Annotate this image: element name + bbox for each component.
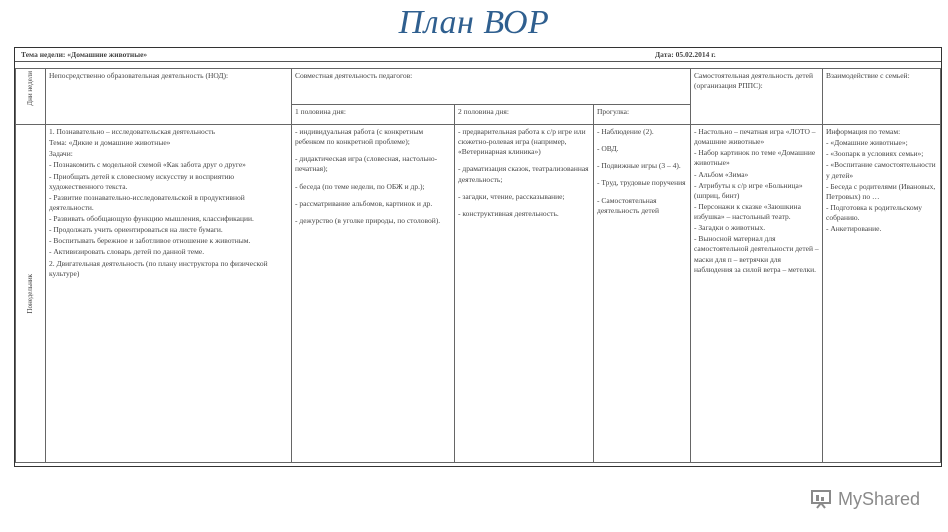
list-item: 1. Познавательно – исследовательская деятельность — [49, 127, 215, 136]
half1-list — [295, 127, 451, 226]
list-item: - «Воспитание самостоятельности у детей» — [826, 160, 936, 180]
list-item: - Подготовка к родительскому собранию. — [826, 202, 922, 222]
list-item: - Атрибуты к с/р игре «Больница» (шприц, бинт) — [694, 180, 803, 200]
independent-cell — [691, 125, 823, 463]
list-item: - драматизация сказок, театрализованная деятельность; — [458, 164, 589, 184]
day-cell — [16, 125, 46, 463]
header-independent: Самостоятельная деятельность детей (организация РППС): — [691, 69, 823, 125]
list-item: - Наблюдение (2). — [597, 127, 654, 136]
slide-title: План ВОР — [398, 4, 550, 41]
walk-list — [597, 127, 687, 216]
list-item: - Настольно – печатная игра «ЛОТО – домашние животные» — [694, 127, 816, 147]
header-half1: 1 половина дня: — [292, 105, 455, 125]
list-item: - Воспитывать бережное и заботливое отношение к животным. — [49, 236, 251, 246]
list-item: - загадки, чтение, рассказывание; — [458, 191, 565, 201]
list-item: Тема: «Дикие и домашние животные» — [49, 138, 171, 148]
walk-cell — [594, 125, 691, 463]
list-item: - Развивать обобщающую функцию мышления, классификации. — [49, 214, 254, 223]
list-item: - дидактическая игра (словесная, настольно-печатная); — [295, 154, 438, 174]
header-walk: Прогулка: — [594, 105, 691, 125]
list-item: - Развитие познавательно-исследовательской в продуктивной деятельности. — [49, 192, 245, 212]
list-item: - ОВД. — [597, 144, 619, 154]
myshared-watermark[interactable] — [810, 488, 920, 510]
list-item: - Альбом «Зима» — [694, 169, 749, 179]
list-item: - рассматривание альбомов, картинок и др. — [295, 198, 433, 208]
list-item: - Продолжать учить ориентироваться на листе бумаги. — [49, 225, 223, 235]
plan-document — [14, 47, 942, 467]
list-item: - Выносной материал для самостоятельной деятельности детей – маски для п – ветрячки для наблюдения за силой ветра – метелки. — [694, 234, 819, 274]
list-item: - беседа (по теме недели, по ОБЖ и др.); — [295, 181, 425, 191]
presentation-icon — [810, 488, 832, 510]
list-item: Информация по темам: — [826, 127, 901, 136]
list-item: - Беседа с родителями (Ивановых, Петровых) по … — [826, 181, 936, 201]
list-item: - Анкетирование. — [826, 224, 882, 234]
list-item: - Самостоятельная деятельность детей — [597, 195, 659, 215]
list-item: - «Домашние животные»; — [826, 138, 908, 148]
week-topic: Тема недели: «Домашние животные» — [21, 50, 148, 59]
list-item: - Познакомить с модельной схемой «Как забота друг о друге» — [49, 160, 246, 170]
header-joint: Совместная деятельность педагогов: — [292, 69, 691, 105]
header-days: Дни недели — [16, 69, 46, 125]
day-label: Понедельник — [25, 273, 34, 314]
document-header — [15, 48, 941, 62]
list-item: Задачи: — [49, 149, 73, 159]
list-item: - конструктивная деятельность. — [458, 208, 559, 218]
list-item: - Подвижные игры (3 – 4). — [597, 161, 681, 171]
document-date: Дата: 05.02.2014 г. — [655, 50, 716, 59]
list-item: 2. Двигательная деятельность (по плану инструктора по физической культуре) — [49, 258, 268, 278]
independent-list — [694, 127, 819, 275]
header-half2: 2 половина дня: — [455, 105, 594, 125]
list-item: - Труд, трудовые поручения — [597, 178, 686, 188]
header-nod: Непосредственно образовательная деятельность (НОД): — [46, 69, 292, 125]
nod-list — [49, 127, 288, 279]
list-item: - Приобщать детей к словесному искусству и восприятию художественного текста. — [49, 171, 235, 191]
list-item: - Активизировать словарь детей по данной теме. — [49, 247, 205, 257]
list-item: - Персонажи к сказке «Заюшкина избушка» – настольный театр. — [694, 201, 801, 221]
half2-list — [458, 127, 590, 219]
list-item: - «Зоопарк в условиях семьи»; — [826, 149, 924, 159]
family-list — [826, 127, 937, 234]
family-cell — [823, 125, 941, 463]
list-item: - предварительная работа к с/р игре или сюжетно-ролевая игра (например, «Ветеринарная клиника») — [458, 127, 586, 157]
list-item: - дежурство (в уголке природы, по столовой). — [295, 215, 441, 225]
plan-table — [15, 68, 941, 463]
nod-cell — [46, 125, 292, 463]
list-item: - Набор картинок по теме «Домашние животные» — [694, 148, 816, 168]
list-item: - Загадки о животных. — [694, 223, 766, 233]
list-item: - индивидуальная работа (с конкретным ребенком по конкретной проблеме); — [295, 127, 424, 147]
header-family: Взаимодействие с семьей: — [823, 69, 941, 125]
half1-cell — [292, 125, 455, 463]
half2-cell — [455, 125, 594, 463]
watermark-text: MyShared — [837, 488, 920, 509]
